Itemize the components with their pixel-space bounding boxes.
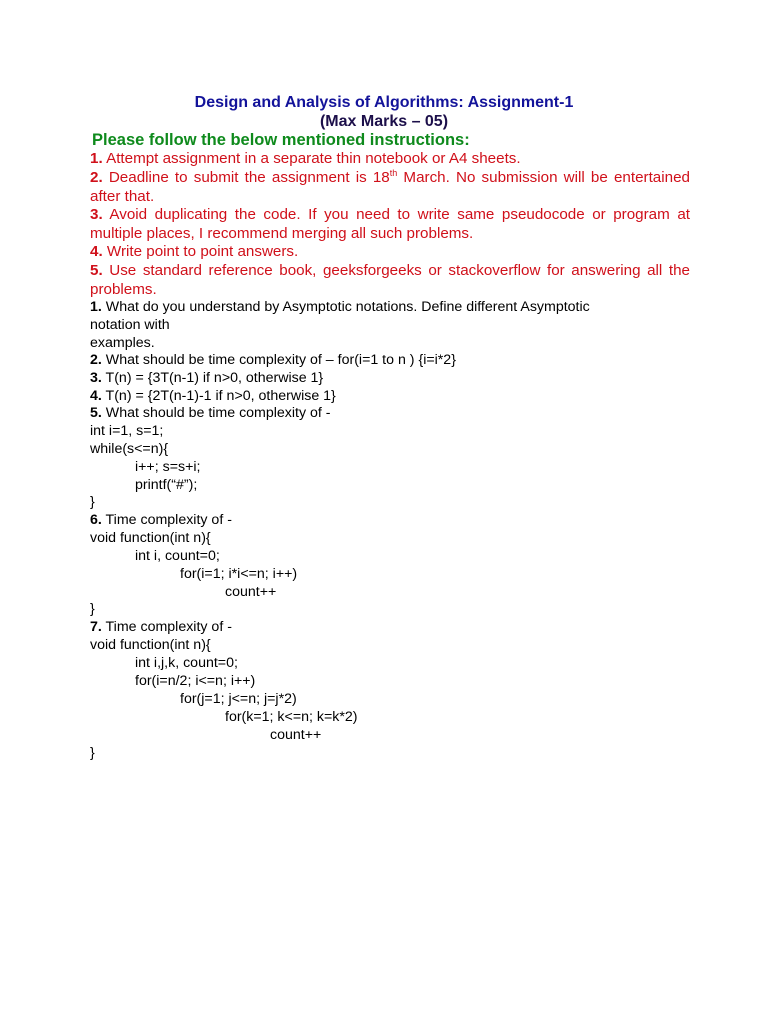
- instruction-5: [90, 262, 690, 299]
- code-line: }: [90, 601, 95, 617]
- instruction-2: [90, 169, 690, 206]
- code-line: int i, count=0;: [135, 548, 220, 564]
- code-line: while(s<=n){: [90, 441, 169, 457]
- question-text: What should be time complexity of -: [105, 405, 331, 421]
- question-6: [90, 512, 232, 530]
- instruction-text: March. No submission will be entertained after that.: [90, 169, 690, 205]
- code-line: void function(int n){: [90, 530, 211, 546]
- code-line: i++; s=s+i;: [135, 459, 201, 475]
- question-number: 5.: [90, 405, 102, 421]
- code-line: }: [90, 745, 95, 761]
- question-number: 7.: [90, 619, 102, 635]
- question-1-line-2: notation with: [90, 317, 170, 333]
- code-line: int i=1, s=1;: [90, 423, 164, 439]
- code-line: for(i=n/2; i<=n; i++): [135, 673, 256, 689]
- instruction-number: 3.: [90, 206, 103, 223]
- instruction-text: Avoid duplicating the code. If you need to write same pseudocode or program at multiple places, I recommend merging all such problems.: [90, 206, 690, 242]
- question-text: Time complexity of -: [105, 512, 232, 528]
- instructions-heading: Please follow the below mentioned instructions:: [92, 131, 470, 149]
- question-4: [90, 388, 336, 406]
- document-title: Design and Analysis of Algorithms: Assignment-1: [194, 94, 574, 111]
- question-text: T(n) = {3T(n-1) if n>0, otherwise 1}: [105, 370, 324, 386]
- code-line: }: [90, 494, 95, 510]
- instruction-number: 1.: [90, 150, 103, 167]
- instruction-number: 4.: [90, 243, 103, 260]
- instruction-4: [90, 243, 690, 262]
- instruction-1: [90, 150, 690, 169]
- question-3: [90, 370, 323, 388]
- question-2: [90, 352, 456, 370]
- code-line: for(k=1; k<=n; k=k*2): [225, 709, 358, 725]
- question-1: [90, 299, 590, 317]
- question-number: 3.: [90, 370, 102, 386]
- instruction-3: [90, 206, 690, 243]
- question-text: T(n) = {2T(n-1)-1 if n>0, otherwise 1}: [105, 388, 336, 404]
- code-line: count++: [225, 584, 277, 600]
- code-line: int i,j,k, count=0;: [135, 655, 238, 671]
- instruction-number: 5.: [90, 262, 103, 279]
- code-line: for(i=1; i*i<=n; i++): [180, 566, 298, 582]
- instruction-text: Deadline to submit the assignment is 18: [108, 169, 390, 186]
- question-7: [90, 619, 232, 637]
- question-text: What do you understand by Asymptotic notations. Define different Asymptotic: [105, 299, 590, 315]
- question-text: Time complexity of -: [105, 619, 232, 635]
- code-line: count++: [270, 727, 322, 743]
- question-number: 4.: [90, 388, 102, 404]
- question-number: 6.: [90, 512, 102, 528]
- question-5: [90, 405, 331, 423]
- question-number: 2.: [90, 352, 102, 368]
- max-marks: (Max Marks – 05): [319, 113, 449, 130]
- instruction-number: 2.: [90, 169, 103, 186]
- code-line: void function(int n){: [90, 637, 211, 653]
- question-1-line-3: examples.: [90, 335, 155, 351]
- code-line: for(j=1; j<=n; j=j*2): [180, 691, 297, 707]
- question-number: 1.: [90, 299, 102, 315]
- instruction-text: Write point to point answers.: [106, 243, 299, 260]
- instruction-text: Attempt assignment in a separate thin notebook or A4 sheets.: [106, 150, 521, 167]
- code-line: printf(“#”);: [135, 477, 198, 493]
- instruction-text: Use standard reference book, geeksforgeeks or stackoverflow for answering all the problems.: [90, 262, 690, 298]
- ordinal-suffix: th: [389, 168, 398, 178]
- question-text: What should be time complexity of – for(i=1 to n ) {i=i*2}: [105, 352, 456, 368]
